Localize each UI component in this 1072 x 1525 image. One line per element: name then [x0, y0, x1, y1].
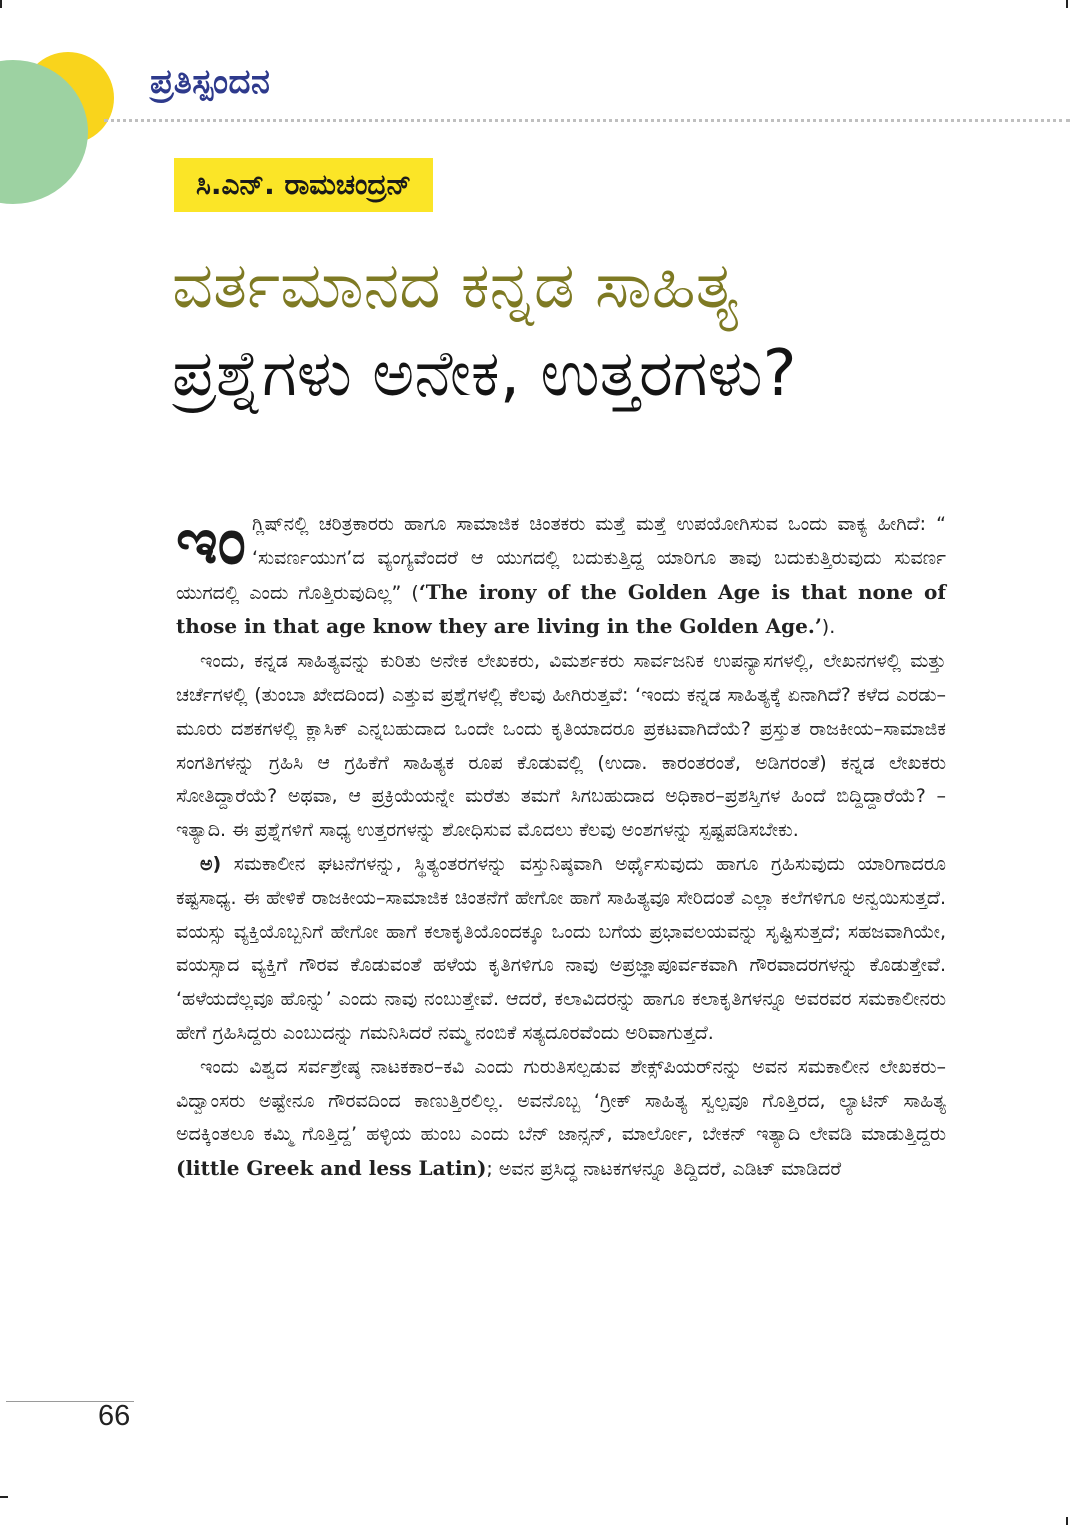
article-title	[172, 242, 1052, 418]
paragraph-3-text: ಸಮಕಾಲೀನ ಘಟನೆಗಳನ್ನು, ಸ್ಥಿತ್ಯಂತರಗಳನ್ನು ವಸ್ತುನಿಷ್ಠವಾಗಿ ಅರ್ಥೈಸುವುದು ಹಾಗೂ ಗ್ರಹಿಸುವುದು ಯಾರಿಗಾದರೂ ಕಷ್ಟಸಾಧ್ಯ. ಈ ಹೇಳಿಕೆ ರಾಜಕೀಯ–ಸಾಮಾಜಿಕ ಚಿಂತನೆಗೆ ಹೇಗೋ ಹಾಗೆ ಸಾಹಿತ್ಯವೂ ಸೇರಿದಂತೆ ಎಲ್ಲಾ ಕಲೆಗಳಿಗೂ ಅನ್ವಯಿಸುತ್ತದೆ. ವಯಸ್ಸು ವ್ಯಕ್ತಿಯೊಬ್ಬನಿಗೆ ಹೇಗೋ ಹಾಗೆ ಕಲಾಕೃತಿಯೊಂದಕ್ಕೂ ಒಂದು ಬಗೆಯ ಪ್ರಭಾವಲಯವನ್ನು ಸೃಷ್ಟಿಸುತ್ತದೆ; ಸಹಜವಾಗಿಯೇ, ವಯಸ್ಸಾದ ವ್ಯಕ್ತಿಗೆ ಗೌರವ ಕೊಡುವಂತೆ ಹಳೆಯ ಕೃತಿಗಳಿಗೂ ನಾವು ಅಪ್ರಜ್ಞಾಪೂರ್ವಕವಾಗಿ ಗೌರವಾದರಗಳನ್ನು ಕೊಡುತ್ತೇವೆ. ‘ಹಳೆಯದೆಲ್ಲವೂ ಹೊನ್ನು’ ಎಂದು ನಾವು ನಂಬುತ್ತೇವೆ. ಆದರೆ, ಕಲಾವಿದರನ್ನು ಹಾಗೂ ಕಲಾಕೃತಿಗಳನ್ನೂ ಅವರವರ ಸಮಕಾಲೀನರು ಹೇಗೆ ಗ್ರಹಿಸಿದ್ದರು ಎಂಬುದನ್ನು ಗಮನಿಸಿದರೆ ನಮ್ಮ ನಂಬಿಕೆ ಸತ್ಯದೂರವೆಂದು ಅರಿವಾಗುತ್ತದೆ.	[176, 852, 946, 1044]
drop-cap: ಇಂ	[176, 505, 246, 579]
crop-mark-bottom-left	[0, 1496, 8, 1498]
page-number: 66	[98, 1400, 131, 1432]
title-line-1: ವರ್ತಮಾನದ ಕನ್ನಡ ಸಾಹಿತ್ಯ	[172, 249, 739, 323]
paragraph-1-text: ಗ್ಲಿಷ್‌ನಲ್ಲಿ ಚರಿತ್ರಕಾರರು ಹಾಗೂ ಸಾಮಾಜಿಕ ಚಿಂತಕರು ಮತ್ತೆ ಮತ್ತೆ ಉಪಯೋಗಿಸುವ ಒಂದು ವಾಕ್ಯ ಹೀಗಿದೆ: “ ‘ಸುವರ್ಣಯುಗ’ದ ವ್ಯಂಗ್ಯವೆಂದರೆ ಆ ಯುಗದಲ್ಲಿ ಬದುಕುತ್ತಿದ್ದ ಯಾರಿಗೂ ತಾವು ಬದುಕುತ್ತಿರುವುದು ಸುವರ್ಣ ಯುಗದಲ್ಲಿ ಎಂದು ಗೊತ್ತಿರುವುದಿಲ್ಲ” (	[176, 513, 946, 604]
crop-mark-bottom-right	[1066, 1517, 1068, 1525]
paragraph-3	[176, 848, 946, 1051]
paragraph-1	[176, 505, 946, 645]
paragraph-1-end: ).	[821, 616, 836, 639]
english-quote: ‘The irony of the Golden Age is that none of those in that age know they are living in the Golden Age.’	[176, 579, 946, 639]
english-phrase: (little Greek and less Latin)	[176, 1156, 487, 1181]
paragraph-4-text: ಇಂದು ವಿಶ್ವದ ಸರ್ವಶ್ರೇಷ್ಠ ನಾಟಕಕಾರ–ಕವಿ ಎಂದು ಗುರುತಿಸಲ್ಪಡುವ ಶೇಕ್ಸ್‌ಪಿಯರ್‌ನನ್ನು ಅವನ ಸಮಕಾಲೀನ ಲೇಖಕರು–ವಿದ್ವಾಂಸರು ಅಷ್ಟೇನೂ ಗೌರವದಿಂದ ಕಾಣುತ್ತಿರಲಿಲ್ಲ. ಅವನೊಬ್ಬ ‘ಗ್ರೀಕ್ ಸಾಹಿತ್ಯ ಸ್ವಲ್ಪವೂ ಗೊತ್ತಿರದ, ಲ್ಯಾಟಿನ್ ಸಾಹಿತ್ಯ ಅದಕ್ಕಿಂತಲೂ ಕಮ್ಮಿ ಗೊತ್ತಿದ್ದ’ ಹಳ್ಳಿಯ ಹುಂಬ ಎಂದು ಬೆನ್ ಜಾನ್ಸನ್, ಮಾರ್ಲೋ, ಬೇಕನ್ ಇತ್ಯಾದಿ ಲೇವಡಿ ಮಾಡುತ್ತಿದ್ದರು	[176, 1055, 946, 1146]
crop-mark-top-left	[0, 0, 2, 8]
section-label: ಪ್ರತಿಸ್ಪಂದನ	[150, 62, 271, 102]
author-badge: ಸಿ.ಎನ್. ರಾಮಚಂದ್ರನ್	[174, 158, 433, 212]
paragraph-2: ಇಂದು, ಕನ್ನಡ ಸಾಹಿತ್ಯವನ್ನು ಕುರಿತು ಅನೇಕ ಲೇಖಕರು, ವಿಮರ್ಶಕರು ಸಾರ್ವಜನಿಕ ಉಪನ್ಯಾಸಗಳಲ್ಲಿ, ಲೇಖನಗಳಲ್ಲಿ ಮತ್ತು ಚರ್ಚೆಗಳಲ್ಲಿ (ತುಂಬಾ ಖೇದದಿಂದ) ಎತ್ತುವ ಪ್ರಶ್ನೆಗಳಲ್ಲಿ ಕೆಲವು ಹೀಗಿರುತ್ತವೆ: ‘ಇಂದು ಕನ್ನಡ ಸಾಹಿತ್ಯಕ್ಕೆ ಏನಾಗಿದೆ? ಕಳೆದ ಎರಡು–ಮೂರು ದಶಕಗಳಲ್ಲಿ ಕ್ಲಾಸಿಕ್ ಎನ್ನಬಹುದಾದ ಒಂದೇ ಒಂದು ಕೃತಿಯಾದರೂ ಪ್ರಕಟವಾಗಿದೆಯೆ? ಪ್ರಸ್ತುತ ರಾಜಕೀಯ–ಸಾಮಾಜಿಕ ಸಂಗತಿಗಳನ್ನು ಗ್ರಹಿಸಿ ಆ ಗ್ರಹಿಕೆಗೆ ಸಾಹಿತ್ಯಕ ರೂಪ ಕೊಡುವಲ್ಲಿ (ಉದಾ. ಕಾರಂತರಂತೆ, ಅಡಿಗರಂತೆ) ಕನ್ನಡ ಲೇಖಕರು ಸೋತಿದ್ದಾರೆಯೆ? ಅಥವಾ, ಆ ಪ್ರಕ್ರಿಯೆಯನ್ನೇ ಮರೆತು ತಮಗೆ ಸಿಗಬಹುದಾದ ಅಧಿಕಾರ–ಪ್ರಶಸ್ತಿಗಳ ಹಿಂದೆ ಬಿದ್ದಿದ್ದಾರೆಯೆ? –ಇತ್ಯಾದಿ. ಈ ಪ್ರಶ್ನೆಗಳಿಗೆ ಸಾಧ್ಯ ಉತ್ತರಗಳನ್ನು ಶೋಧಿಸುವ ಮೊದಲು ಕೆಲವು ಅಂಶಗಳನ್ನು ಸ್ಪಷ್ಟಪಡಿಸಬೇಕು.	[176, 650, 946, 842]
header-dotted-rule	[104, 119, 1070, 122]
paragraph-4	[176, 1051, 946, 1187]
point-label: ಅ)	[200, 852, 222, 875]
crop-mark-top-right	[1066, 0, 1068, 8]
article-body	[176, 505, 946, 1187]
title-line-2: ಪ್ರಶ್ನೆಗಳು ಅನೇಕ, ಉತ್ತರಗಳು?	[172, 337, 797, 411]
paragraph-4-end: ; ಅವನ ಪ್ರಸಿದ್ಧ ನಾಟಕಗಳನ್ನೂ ತಿದ್ದಿದರೆ, ಎಡಿಟ್ ಮಾಡಿದರೆ	[486, 1158, 842, 1181]
